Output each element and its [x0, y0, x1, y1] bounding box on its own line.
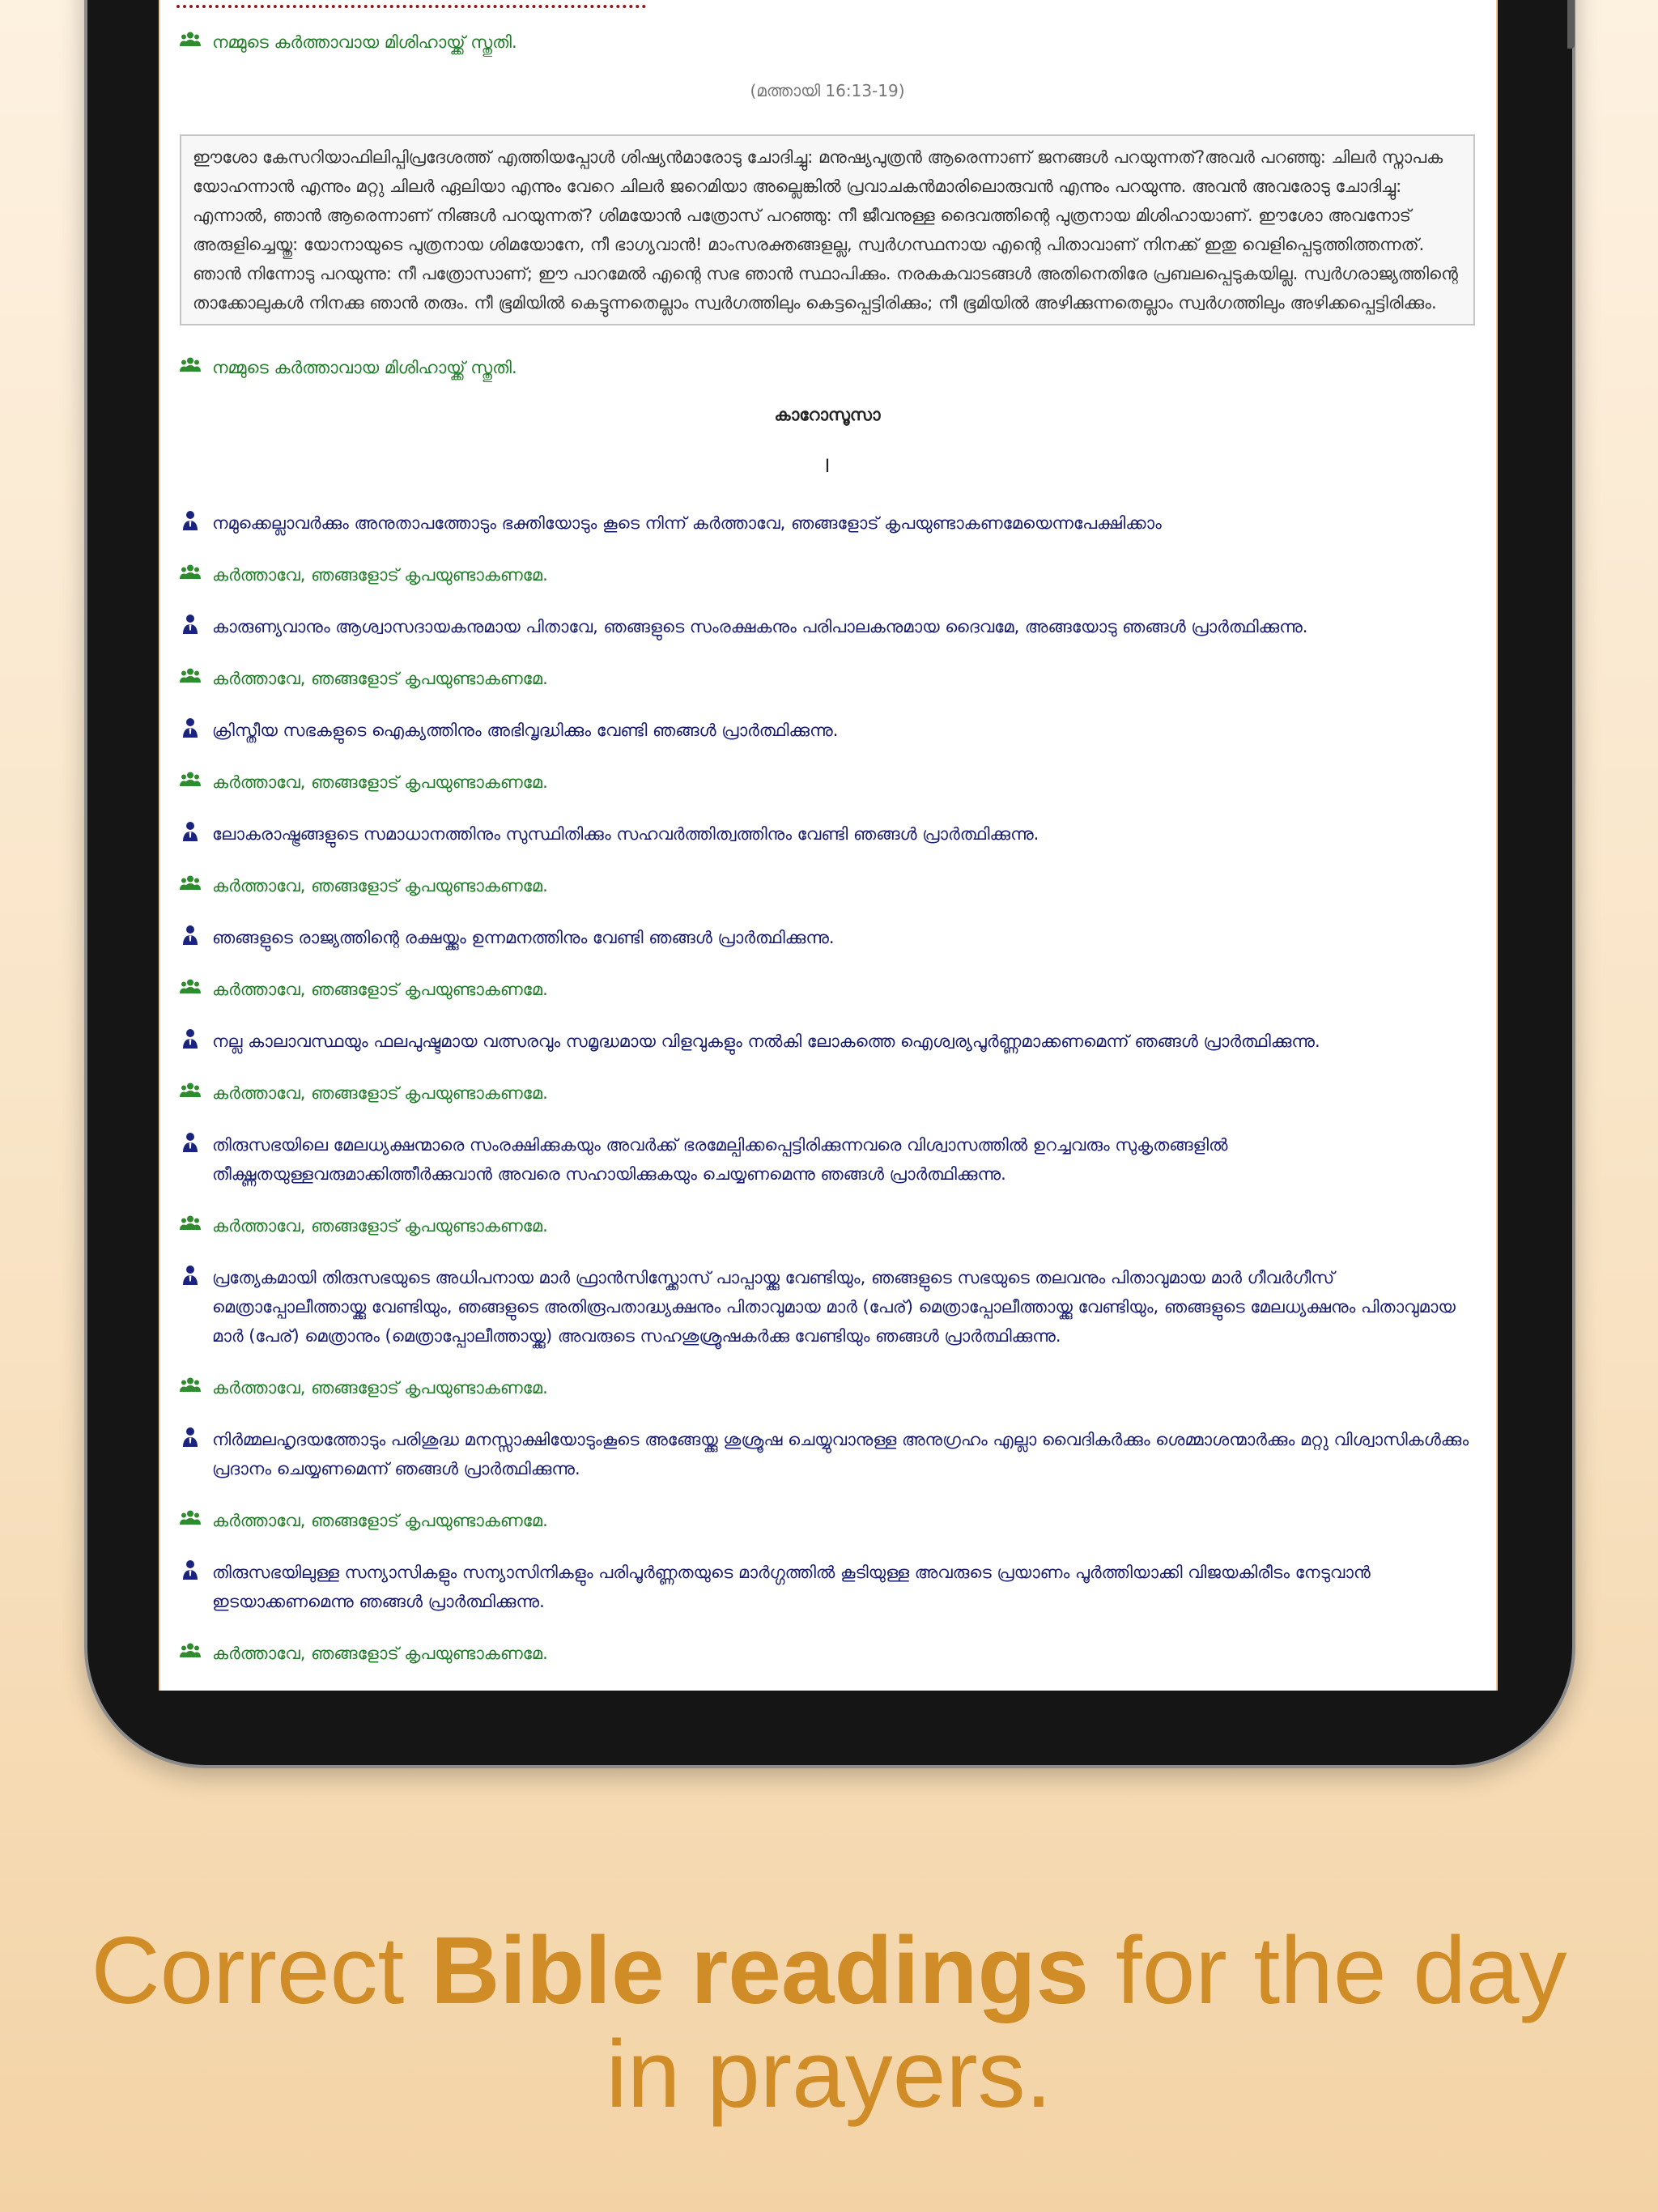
response-text: കർത്താവേ, ഞങ്ങളോട് കൃപയുണ്ടാകണമേ.: [212, 1216, 548, 1236]
people-group-icon: [180, 769, 201, 790]
response-text: കർത്താവേ, ഞങ്ങളോട് കൃപയുണ്ടാകണമേ.: [212, 1083, 548, 1103]
heading-underline: [176, 0, 646, 8]
people-group-icon: [180, 976, 201, 998]
petition-text: നിർമ്മലഹൃദയത്തോടും പരിശുദ്ധ മനസ്സാക്ഷിയോടുംകൂടെ അങ്ങേയ്ക്കു ശുശ്രൂഷ ചെയ്യുവാനുള്ള അനുഗ്രഹം എല്ലാ വൈദികർക്കും ശെമ്മാശന്മാർക്കും മറ്റു വിശ്വാസികൾക്കും പ്രദാനം ചെയ്യണമെന്ന് ഞങ്ങൾ പ്രാർത്ഥിക്കുന്നു.: [212, 1430, 1469, 1478]
priest-petition: [180, 716, 1485, 745]
response-text: നമ്മുടെ കർത്താവായ മിശിഹായ്ക്ക് സ്തുതി.: [212, 32, 517, 52]
people-response: [180, 353, 1485, 382]
people-group-icon: [180, 29, 201, 50]
petition-text: ഞങ്ങളുടെ രാജ്യത്തിന്റെ രക്ഷയ്ക്കും ഉന്നമനത്തിനും വേണ്ടി ഞങ്ങൾ പ്രാർത്ഥിക്കുന്നു.: [212, 928, 835, 947]
people-response: [180, 1506, 1485, 1535]
people-response: [180, 975, 1485, 1004]
priest-petition: [180, 1130, 1485, 1189]
petition-text: തിരുസഭയിലെ മേലധ്യക്ഷന്മാരെ സംരക്ഷിക്കുകയും അവർക്ക് ഭരമേല്പിക്കപ്പെട്ടിരിക്കുന്നവരെ വിശ്വാസത്തിൽ ഉറച്ചവരും സുകൃതങ്ങളിൽ തീക്ഷ്ണതയുള്ളവരുമാക്കിത്തീർക്കുവാൻ അവരെ സഹായിക്കുകയും ചെയ്യണമെന്നു ഞങ്ങൾ പ്രാർത്ഥിക്കുന്നു.: [212, 1135, 1228, 1184]
section-numeral: I: [824, 457, 831, 477]
priest-icon: [180, 717, 201, 738]
people-response: [180, 28, 1485, 57]
people-response: [180, 1211, 1485, 1240]
response-text: കർത്താവേ, ഞങ്ങളോട് കൃപയുണ്ടാകണമേ.: [212, 1378, 548, 1397]
petition-text: ലോകരാഷ്ട്രങ്ങളുടെ സമാധാനത്തിനും സുസ്ഥിതിക്കും സഹവർത്തിത്വത്തിനും വേണ്ടി ഞങ്ങൾ പ്രാർത്ഥിക്കുന്നു.: [212, 824, 1039, 844]
response-text: കർത്താവേ, ഞങ്ങളോട് കൃപയുണ്ടാകണമേ.: [212, 1644, 548, 1663]
priest-icon: [180, 1265, 201, 1286]
priest-icon: [180, 1028, 201, 1049]
people-group-icon: [180, 666, 201, 687]
priest-icon: [180, 925, 201, 946]
priest-petition: [180, 923, 1485, 952]
people-group-icon: [180, 1213, 201, 1234]
petition-text: ക്രിസ്തീയ സഭകളുടെ ഐക്യത്തിനും അഭിവൃദ്ധിക്കും വേണ്ടി ഞങ്ങൾ പ്രാർത്ഥിക്കുന്നു.: [212, 721, 839, 740]
people-group-icon: [180, 562, 201, 583]
priest-icon: [180, 614, 201, 635]
people-response: [180, 1373, 1485, 1402]
promo-caption: [0, 1919, 1658, 2126]
people-response: [180, 560, 1485, 589]
people-group-icon: [180, 1508, 201, 1529]
people-response: [180, 664, 1485, 693]
people-group-icon: [180, 1640, 201, 1661]
priest-icon: [180, 1132, 201, 1153]
response-text: നമ്മുടെ കർത്താവായ മിശിഹായ്ക്ക് സ്തുതി.: [212, 358, 517, 377]
prayer-screen[interactable]: [159, 0, 1498, 1691]
caption-bold-text: Bible readings: [431, 1917, 1090, 2024]
response-text: കർത്താവേ, ഞങ്ങളോട് കൃപയുണ്ടാകണമേ.: [212, 980, 548, 999]
priest-icon: [180, 1559, 201, 1580]
priest-petition: [180, 1425, 1485, 1483]
response-text: കർത്താവേ, ഞങ്ങളോട് കൃപയുണ്ടാകണമേ.: [212, 772, 548, 792]
caption-text: for the day: [1089, 1917, 1567, 2024]
gospel-reading-text: ഈശോ കേസറിയാഫിലിപ്പിപ്രദേശത്ത് എത്തിയപ്പോൾ ശിഷ്യൻമാരോടു ചോദിച്ചു: മനുഷ്യപുത്രൻ ആരെന്നാണ് ജനങ്ങൾ പറയുന്നത്?അവർ പറഞ്ഞു: ചിലർ സ്നാപക യോഹന്നാൻ എന്നും മറ്റു ചിലർ ഏലിയാ എന്നും വേറെ ചിലർ ജറെമിയാ അല്ലെങ്കിൽ പ്രവാചകൻമാരിലൊരുവൻ എന്നും പറയുന്നു. അവൻ അവരോടു ചോദിച്ചു: എന്നാൽ, ഞാൻ ആരെന്നാണ് നിങ്ങൾ പറയുന്നത്? ശിമയോൻ പത്രോസ് പറഞ്ഞു: നീ ജീവനുള്ള ദൈവത്തിന്റെ പുത്രനായ മിശിഹായാണ്. ഈശോ അവനോട് അരുളിച്ചെയ്തു: യോനായുടെ പുത്രനായ ശിമയോനേ, നീ ഭാഗ്യവാൻ! മാംസരക്തങ്ങളല്ല, സ്വർഗസ്ഥനായ എന്റെ പിതാവാണ് നിനക്ക് ഇതു വെളിപ്പെടുത്തിത്തന്നത്. ഞാൻ നിന്നോടു പറയുന്നു: നീ പത്രോസാണ്; ഈ പാറമേൽ എന്റെ സഭ ഞാൻ സ്ഥാപിക്കും. നരകകവാടങ്ങൾ അതിനെതിരേ പ്രബലപ്പെടുകയില്ല. സ്വർഗരാജ്യത്തിന്റെ താക്കോലുകൾ നിനക്കു ഞാൻ തരും. നീ ഭൂമിയിൽ കെട്ടുന്നതെല്ലാം സ്വർഗത്തിലും കെട്ടപ്പെട്ടിരിക്കും; നീ ഭൂമിയിൽ അഴിക്കുന്നതെല്ലാം സ്വർഗത്തിലും അഴിക്കപ്പെട്ടിരിക്കും.: [193, 147, 1458, 313]
people-group-icon: [180, 355, 201, 376]
petition-text: നല്ല കാലാവസ്ഥയും ഫലപുഷ്ടമായ വത്സരവും സമൃദ്ധമായ വിളവുകളും നൽകി ലോകത്തെ ഐശ്വര്യപൂർണ്ണമാക്കണമെന്ന് ഞങ്ങൾ പ്രാർത്ഥിക്കുന്നു.: [212, 1032, 1320, 1051]
response-text: കർത്താവേ, ഞങ്ങളോട് കൃപയുണ്ടാകണമേ.: [212, 876, 548, 895]
caption-text: Correct: [91, 1917, 432, 2024]
priest-petition: [180, 612, 1485, 641]
priest-petition: [180, 1027, 1485, 1056]
priest-petition: [180, 508, 1485, 538]
priest-icon: [180, 1427, 201, 1448]
priest-petition: [180, 1263, 1485, 1351]
petition-text: നമുക്കെല്ലാവർക്കും അനുതാപത്തോടും ഭക്തിയോടും കൂടെ നിന്ന് കർത്താവേ, ഞങ്ങളോട് കൃപയുണ്ടാകണമേയെന്നപേക്ഷിക്കാം: [212, 513, 1162, 533]
priest-icon: [180, 821, 201, 842]
priest-icon: [180, 510, 201, 531]
people-response: [180, 1639, 1485, 1668]
tablet-side-button: [1567, 0, 1575, 49]
people-group-icon: [180, 1080, 201, 1101]
gospel-reading-box: [180, 134, 1475, 325]
response-text: കർത്താവേ, ഞങ്ങളോട് കൃപയുണ്ടാകണമേ.: [212, 565, 548, 585]
petition-text: തിരുസഭയിലുള്ള സന്യാസികളും സന്യാസിനികളും പരിപൂർണ്ണതയുടെ മാർഗ്ഗത്തിൽ കൂടിയുള്ള അവരുടെ പ്രയാണം പൂർത്തിയാക്കി വിജയകിരീടം നേടുവാൻ ഇടയാക്കണമെന്നു ഞങ്ങൾ പ്രാർത്ഥിക്കുന്നു.: [212, 1563, 1371, 1611]
response-text: കർത്താവേ, ഞങ്ങളോട് കൃപയുണ്ടാകണമേ.: [212, 669, 548, 688]
caption-line-2: in prayers.: [606, 2021, 1052, 2128]
people-response: [180, 1078, 1485, 1108]
people-response: [180, 871, 1485, 900]
caption-line-1: [0, 1919, 1658, 2023]
response-text: കർത്താവേ, ഞങ്ങളോട് കൃപയുണ്ടാകണമേ.: [212, 1511, 548, 1530]
people-group-icon: [180, 873, 201, 894]
people-group-icon: [180, 1375, 201, 1396]
section-heading: കാറോസൂസാ: [774, 405, 881, 424]
people-response: [180, 768, 1485, 797]
priest-petition: [180, 1558, 1485, 1616]
petition-text: കാരുണ്യവാനും ആശ്വാസദായകനുമായ പിതാവേ, ഞങ്ങളുടെ സംരക്ഷകനും പരിപാലകനുമായ ദൈവമേ, അങ്ങയോടു ഞങ്ങൾ പ്രാർത്ഥിക്കുന്നു.: [212, 617, 1308, 636]
reading-reference: (മത്തായി 16:13-19): [750, 81, 905, 100]
petition-text: പ്രത്യേകമായി തിരുസഭയുടെ അധിപനായ മാർ ഫ്രാൻസിസ്ക്കോസ് പാപ്പായ്ക്കു വേണ്ടിയും, ഞങ്ങളുടെ സഭയുടെ തലവനും പിതാവുമായ മാർ ഗീവർഗീസ് മെത്രാപ്പോലീത്തായ്ക്കു വേണ്ടിയും, ഞങ്ങളുടെ അതിരൂപതാദ്ധ്യക്ഷനും പിതാവുമായ മാർ (പേര്) മെത്രാപ്പോലീത്തായ്ക്കു വേണ്ടിയും, ഞങ്ങളുടെ മേലധ്യക്ഷനും പിതാവുമായ മാർ (പേര്) മെത്രാനും (മെത്രാപ്പോലീത്തായ്ക്കു) അവരുടെ സഹശുശ്രൂഷകർക്കു വേണ്ടിയും ഞങ്ങൾ പ്രാർത്ഥിക്കുന്നു.: [212, 1268, 1456, 1346]
priest-petition: [180, 819, 1485, 849]
